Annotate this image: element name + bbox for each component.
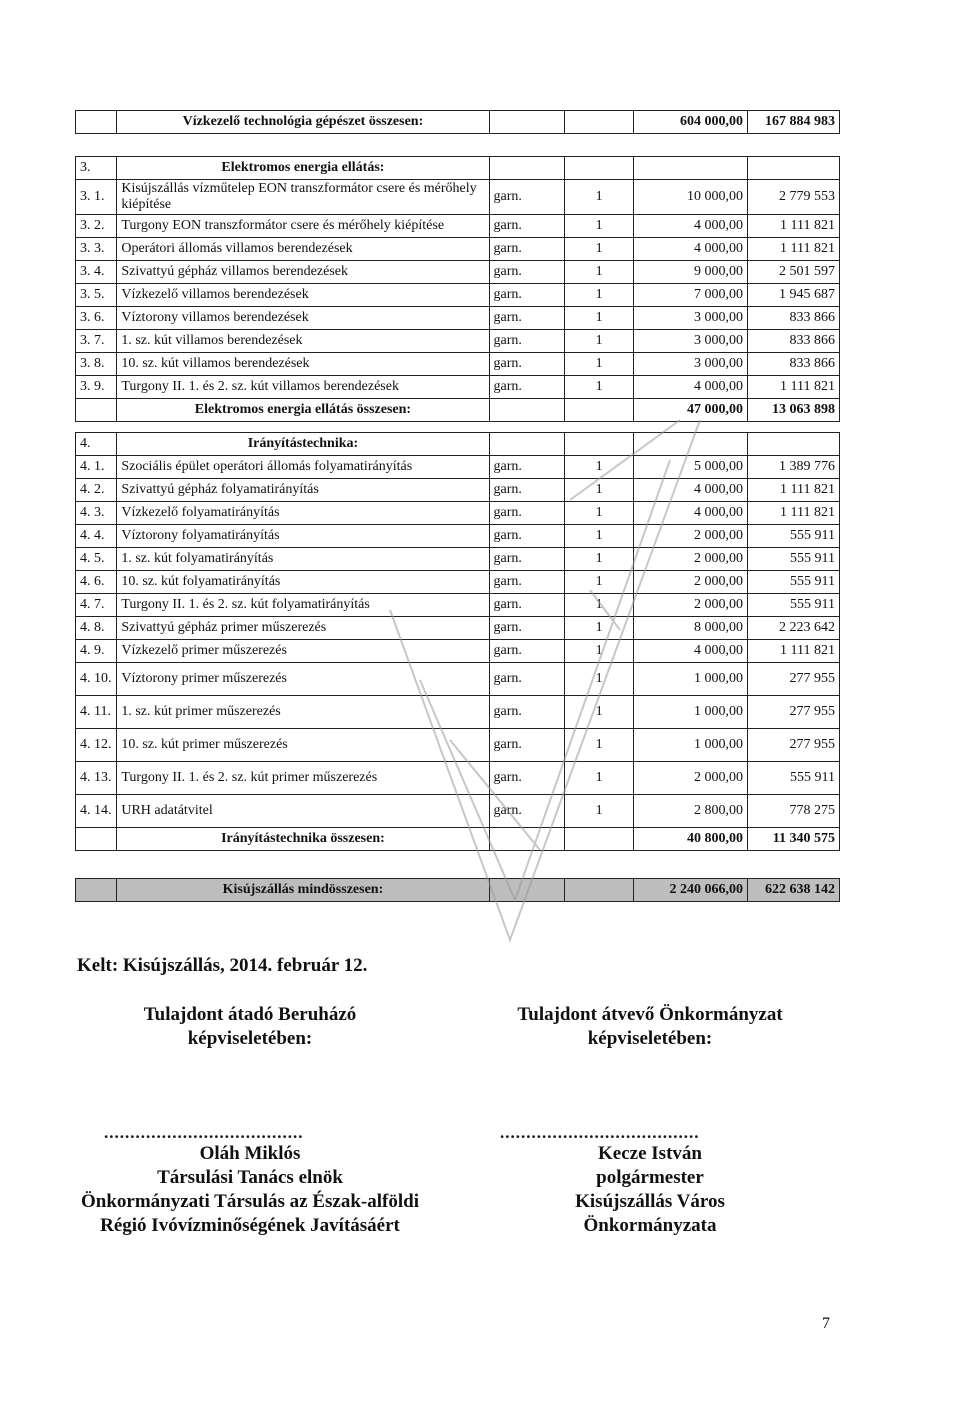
item-number: 4. 9. — [76, 640, 117, 663]
item-net-value: 4 000,00 — [634, 479, 748, 502]
item-net-value: 10 000,00 — [634, 180, 748, 215]
item-gross-value: 555 911 — [747, 548, 839, 571]
item-quantity: 1 — [564, 548, 633, 571]
table-row — [76, 376, 840, 399]
item-number: 3. 3. — [76, 238, 117, 261]
item-quantity: 1 — [564, 479, 633, 502]
table-row — [76, 330, 840, 353]
item-description: Vízkezelő primer műszerezés — [117, 640, 489, 663]
item-net-value: 4 000,00 — [634, 640, 748, 663]
item-unit: garn. — [489, 353, 564, 376]
item-net-value: 2 000,00 — [634, 525, 748, 548]
item-net-value: 2 800,00 — [634, 795, 748, 828]
item-unit: garn. — [489, 502, 564, 525]
item-gross-value: 1 111 821 — [747, 376, 839, 399]
item-unit: garn. — [489, 479, 564, 502]
item-unit: garn. — [489, 215, 564, 238]
section-total-label: Vízkezelő technológia gépészet összesen: — [117, 111, 489, 134]
item-gross-value: 1 111 821 — [747, 238, 839, 261]
item-net-value: 1 000,00 — [634, 696, 748, 729]
left-signatory — [60, 1142, 440, 1238]
item-net-value: 9 000,00 — [634, 261, 748, 284]
item-description: 1. sz. kút villamos berendezések — [117, 330, 489, 353]
table-row — [76, 696, 840, 729]
item-quantity: 1 — [564, 617, 633, 640]
item-description: Kisújszállás vízműtelep EON transzformátor csere és mérőhely kiépítése — [117, 180, 489, 215]
table-row — [76, 525, 840, 548]
item-net-value: 4 000,00 — [634, 238, 748, 261]
item-gross-value: 277 955 — [747, 729, 839, 762]
table-row — [76, 284, 840, 307]
section-title: Elektromos energia ellátás: — [117, 157, 489, 180]
table-row — [76, 571, 840, 594]
item-unit: garn. — [489, 238, 564, 261]
right-signatory — [490, 1142, 810, 1238]
page-number: 7 — [822, 1315, 830, 1332]
item-gross-value: 555 911 — [747, 594, 839, 617]
item-description: Operátori állomás villamos berendezések — [117, 238, 489, 261]
item-unit: garn. — [489, 525, 564, 548]
right-signatory-org-line1: Kisújszállás Város — [575, 1191, 725, 1212]
right-signatory-title: polgármester — [596, 1167, 704, 1188]
item-number: 3. 1. — [76, 180, 117, 215]
item-quantity: 1 — [564, 729, 633, 762]
section-total-net: 40 800,00 — [634, 828, 748, 851]
table-row — [76, 479, 840, 502]
item-gross-value: 1 111 821 — [747, 502, 839, 525]
item-unit: garn. — [489, 307, 564, 330]
left-signatory-title: Társulási Tanács elnök — [157, 1167, 343, 1188]
item-description: Vízkezelő villamos berendezések — [117, 284, 489, 307]
date-line: Kelt: Kisújszállás, 2014. február 12. — [77, 955, 368, 976]
left-signature-line: ...................................... — [104, 1123, 304, 1142]
section-total-gross: 167 884 983 — [747, 111, 839, 134]
item-gross-value: 2 501 597 — [747, 261, 839, 284]
item-unit: garn. — [489, 617, 564, 640]
table-row — [76, 729, 840, 762]
item-unit: garn. — [489, 729, 564, 762]
item-description: 1. sz. kút folyamatirányítás — [117, 548, 489, 571]
grand-total-gross: 622 638 142 — [747, 879, 839, 902]
left-party-heading — [100, 1003, 400, 1051]
table-row — [76, 215, 840, 238]
table-row — [76, 353, 840, 376]
item-number: 4. 10. — [76, 663, 117, 696]
item-gross-value: 833 866 — [747, 330, 839, 353]
item-gross-value: 1 389 776 — [747, 456, 839, 479]
item-net-value: 4 000,00 — [634, 215, 748, 238]
item-net-value: 2 000,00 — [634, 548, 748, 571]
item-description: Víztorony folyamatirányítás — [117, 525, 489, 548]
item-net-value: 2 000,00 — [634, 571, 748, 594]
item-description: 1. sz. kút primer műszerezés — [117, 696, 489, 729]
item-net-value: 3 000,00 — [634, 307, 748, 330]
item-net-value: 2 000,00 — [634, 762, 748, 795]
item-quantity: 1 — [564, 762, 633, 795]
item-number: 4. 3. — [76, 502, 117, 525]
item-gross-value: 555 911 — [747, 762, 839, 795]
item-gross-value: 778 275 — [747, 795, 839, 828]
left-party-heading-line1: Tulajdont átadó Beruházó — [143, 1004, 357, 1025]
item-description: Szivattyú gépház villamos berendezések — [117, 261, 489, 284]
section-total-gross: 11 340 575 — [747, 828, 839, 851]
item-unit: garn. — [489, 548, 564, 571]
item-number: 4. 13. — [76, 762, 117, 795]
table-row — [76, 456, 840, 479]
item-unit: garn. — [489, 376, 564, 399]
section-total-net: 47 000,00 — [634, 399, 748, 422]
item-number: 3. 4. — [76, 261, 117, 284]
item-gross-value: 277 955 — [747, 663, 839, 696]
item-number: 3. 8. — [76, 353, 117, 376]
item-number: 4. 12. — [76, 729, 117, 762]
item-unit: garn. — [489, 696, 564, 729]
section-title: Irányítástechnika: — [117, 433, 489, 456]
item-quantity: 1 — [564, 261, 633, 284]
item-net-value: 5 000,00 — [634, 456, 748, 479]
item-quantity: 1 — [564, 180, 633, 215]
item-net-value: 4 000,00 — [634, 502, 748, 525]
item-description: 10. sz. kút primer műszerezés — [117, 729, 489, 762]
left-party-heading-line2: képviseletében: — [187, 1028, 313, 1049]
table-row — [76, 548, 840, 571]
item-description: Turgony II. 1. és 2. sz. kút folyamatirányítás — [117, 594, 489, 617]
grand-total-table — [75, 878, 840, 902]
item-unit: garn. — [489, 795, 564, 828]
right-signatory-org-line2: Önkormányzata — [583, 1215, 717, 1236]
section-total-label: Elektromos energia ellátás összesen: — [117, 399, 489, 422]
item-description: Vízkezelő folyamatirányítás — [117, 502, 489, 525]
item-quantity: 1 — [564, 353, 633, 376]
item-net-value: 1 000,00 — [634, 729, 748, 762]
right-party-heading-line1: Tulajdont átvevő Önkormányzat — [517, 1004, 783, 1025]
item-gross-value: 833 866 — [747, 353, 839, 376]
right-signature-line: ...................................... — [500, 1123, 700, 1142]
table-row — [76, 261, 840, 284]
item-quantity: 1 — [564, 502, 633, 525]
item-unit: garn. — [489, 284, 564, 307]
item-gross-value: 1 945 687 — [747, 284, 839, 307]
item-gross-value: 1 111 821 — [747, 640, 839, 663]
item-net-value: 3 000,00 — [634, 330, 748, 353]
item-number: 4. 2. — [76, 479, 117, 502]
section4-rows — [76, 456, 840, 828]
item-quantity: 1 — [564, 594, 633, 617]
item-gross-value: 833 866 — [747, 307, 839, 330]
item-description: Szivattyú gépház folyamatirányítás — [117, 479, 489, 502]
item-unit: garn. — [489, 571, 564, 594]
item-number: 4. 11. — [76, 696, 117, 729]
item-net-value: 4 000,00 — [634, 376, 748, 399]
item-net-value: 2 000,00 — [634, 594, 748, 617]
table-row — [76, 180, 840, 215]
section-total-row — [76, 828, 840, 851]
section-number: 4. — [76, 433, 117, 456]
item-number: 3. 6. — [76, 307, 117, 330]
left-signatory-name: Oláh Miklós — [199, 1143, 301, 1164]
item-number: 3. 2. — [76, 215, 117, 238]
left-signatory-org-line1: Önkormányzati Társulás az Észak-alföldi — [81, 1191, 419, 1212]
table-row — [76, 762, 840, 795]
grand-total-label: Kisújszállás mindösszesen: — [117, 879, 489, 902]
item-gross-value: 1 111 821 — [747, 479, 839, 502]
item-net-value: 7 000,00 — [634, 284, 748, 307]
item-number: 3. 7. — [76, 330, 117, 353]
left-signatory-org-line2: Régió Ivóvízminőségének Javításáért — [100, 1215, 400, 1236]
table-row — [76, 795, 840, 828]
item-number: 3. 9. — [76, 376, 117, 399]
item-gross-value: 2 779 553 — [747, 180, 839, 215]
section-number: 3. — [76, 157, 117, 180]
section-header-row — [76, 157, 840, 180]
item-gross-value: 555 911 — [747, 525, 839, 548]
item-quantity: 1 — [564, 238, 633, 261]
section-total-gross: 13 063 898 — [747, 399, 839, 422]
item-quantity: 1 — [564, 376, 633, 399]
item-unit: garn. — [489, 640, 564, 663]
section3-rows — [76, 180, 840, 399]
item-quantity: 1 — [564, 284, 633, 307]
table-row — [76, 594, 840, 617]
item-number: 3. 5. — [76, 284, 117, 307]
item-quantity: 1 — [564, 696, 633, 729]
item-description: Szivattyú gépház primer műszerezés — [117, 617, 489, 640]
item-gross-value: 2 223 642 — [747, 617, 839, 640]
item-gross-value: 1 111 821 — [747, 215, 839, 238]
right-party-heading — [480, 1003, 820, 1051]
grand-total-net: 2 240 066,00 — [634, 879, 748, 902]
item-unit: garn. — [489, 594, 564, 617]
section2-total-table — [75, 110, 840, 134]
section-header-row — [76, 433, 840, 456]
item-net-value: 3 000,00 — [634, 353, 748, 376]
item-quantity: 1 — [564, 663, 633, 696]
item-net-value: 1 000,00 — [634, 663, 748, 696]
item-description: Szociális épület operátori állomás folyamatirányítás — [117, 456, 489, 479]
item-description: Turgony EON transzformátor csere és mérőhely kiépítése — [117, 215, 489, 238]
item-description: 10. sz. kút folyamatirányítás — [117, 571, 489, 594]
item-unit: garn. — [489, 180, 564, 215]
item-number: 4. 1. — [76, 456, 117, 479]
item-gross-value: 555 911 — [747, 571, 839, 594]
item-unit: garn. — [489, 762, 564, 795]
item-quantity: 1 — [564, 571, 633, 594]
item-quantity: 1 — [564, 215, 633, 238]
item-number: 4. 7. — [76, 594, 117, 617]
item-description: 10. sz. kút villamos berendezések — [117, 353, 489, 376]
right-party-heading-line2: képviseletében: — [587, 1028, 713, 1049]
item-unit: garn. — [489, 456, 564, 479]
section-total-label: Irányítástechnika összesen: — [117, 828, 489, 851]
item-quantity: 1 — [564, 640, 633, 663]
table-row — [76, 617, 840, 640]
item-unit: garn. — [489, 663, 564, 696]
section-total-row — [76, 399, 840, 422]
table-row — [76, 640, 840, 663]
section3-table — [75, 156, 840, 422]
right-signatory-name: Kecze István — [598, 1143, 702, 1164]
table-row — [76, 663, 840, 696]
item-description: Víztorony primer műszerezés — [117, 663, 489, 696]
table-row — [76, 238, 840, 261]
item-net-value: 8 000,00 — [634, 617, 748, 640]
item-number: 4. 8. — [76, 617, 117, 640]
item-description: Turgony II. 1. és 2. sz. kút villamos berendezések — [117, 376, 489, 399]
item-number: 4. 5. — [76, 548, 117, 571]
item-number: 4. 14. — [76, 795, 117, 828]
grand-total-row — [76, 879, 840, 902]
item-number: 4. 4. — [76, 525, 117, 548]
section-total-row — [76, 111, 840, 134]
item-unit: garn. — [489, 261, 564, 284]
item-quantity: 1 — [564, 795, 633, 828]
item-description: Turgony II. 1. és 2. sz. kút primer műszerezés — [117, 762, 489, 795]
item-quantity: 1 — [564, 307, 633, 330]
item-unit: garn. — [489, 330, 564, 353]
item-quantity: 1 — [564, 525, 633, 548]
table-row — [76, 307, 840, 330]
item-quantity: 1 — [564, 456, 633, 479]
item-description: URH adatátvitel — [117, 795, 489, 828]
table-row — [76, 502, 840, 525]
section4-table — [75, 432, 840, 851]
item-description: Víztorony villamos berendezések — [117, 307, 489, 330]
item-number: 4. 6. — [76, 571, 117, 594]
item-gross-value: 277 955 — [747, 696, 839, 729]
item-quantity: 1 — [564, 330, 633, 353]
section-total-net: 604 000,00 — [634, 111, 748, 134]
